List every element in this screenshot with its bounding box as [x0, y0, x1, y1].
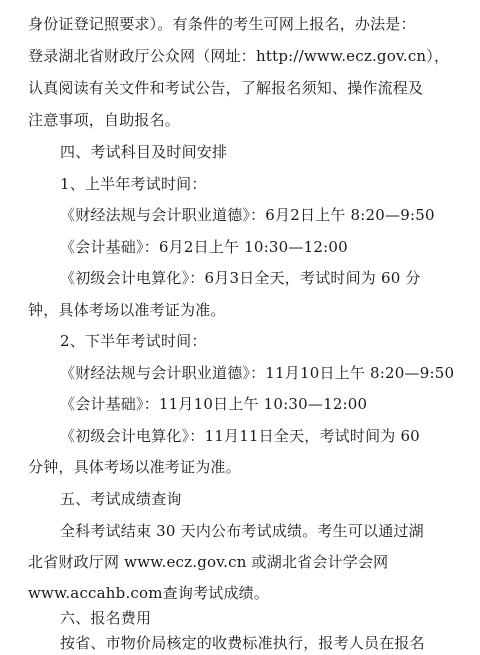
section-heading-results: 五、考试成绩查询 [60, 490, 182, 508]
exam-item-computerized-h2: 《初级会计电算化》：11月11日全天，考试时间为 60 [60, 427, 420, 445]
text-line-instructions: 认真阅读有关文件和考试公告，了解报名须知、操作流程及 [28, 79, 424, 97]
text-line-continuation: 身份证登记照要求）。有条件的考生可网上报名，办法是： [28, 15, 416, 33]
exam-item-computerized-h1: 《初级会计电算化》：6月3日全天，考试时间为 60 分 [60, 269, 421, 287]
text-line-results-3: www.accahb.com查询考试成绩。 [28, 584, 270, 602]
text-line-fees-1: 按省、市物价局核定的收费标准执行，报考人员在报名 [60, 634, 425, 652]
subheading-first-half: 1、上半年考试时间： [60, 175, 207, 193]
subheading-second-half: 2、下半年考试时间： [60, 332, 207, 350]
exam-item-basics-h2: 《会计基础》：11月10日上午 10:30—12:00 [60, 395, 368, 413]
text-line-results-1: 全科考试结束 30 天内公布考试成绩。考生可以通过湖 [60, 522, 424, 540]
exam-item-basics-h1: 《会计基础》：6月2日上午 10:30—12:00 [60, 238, 348, 256]
section-heading-fees: 六、报名费用 [60, 609, 152, 627]
exam-item-computerized-h2-cont: 分钟，具体考场以准考证为准。 [28, 458, 241, 476]
text-line-results-2: 北省财政厅网 www.ecz.gov.cn 或湖北省会计学会网 [28, 553, 389, 571]
exam-item-law-ethics-h1: 《财经法规与会计职业道德》：6月2日上午 8:20—9:50 [60, 206, 435, 224]
exam-item-law-ethics-h2: 《财经法规与会计职业道德》：11月10日上午 8:20—9:50 [60, 364, 455, 382]
text-line-self-register: 注意事项，自助报名。 [28, 111, 181, 129]
exam-item-computerized-h1-cont: 钟，具体考场以准考证为准。 [28, 301, 226, 319]
text-line-website: 登录湖北省财政厅公众网（网址：http://www.ecz.gov.cn）， [28, 47, 450, 65]
section-heading-schedule: 四、考试科目及时间安排 [60, 143, 228, 161]
